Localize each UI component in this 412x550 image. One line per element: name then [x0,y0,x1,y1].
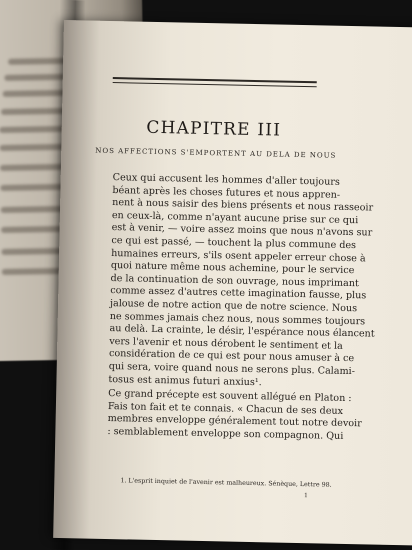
chapter-subtitle: NOS AFFECTIONS S'EMPORTENT AU DELA DE NOUS [95,146,337,160]
body-line: comme assez d'autres cette imagination fausse, plus [110,285,367,302]
right-book-page [53,20,412,545]
body-line: nent à nous saisir des biens présents et nous rasseoir [112,197,374,214]
body-line: jalouse de notre action que de notre science. Nous [109,297,358,315]
chapter-body-text [107,172,375,443]
body-line: membres enveloppe généralement tout notre devoir [107,413,362,430]
body-line: considération de ce qui est pour nous amuser à ce [108,348,355,365]
body-line: Ce grand précepte est souvent allégué en Platon : [108,388,352,405]
body-line: ne sommes jamais chez nous, nous sommes toujours [109,310,366,327]
body-line: ce qui est passé, — touchent la plus commune des [111,235,357,252]
chapter-title: CHAPITRE III [146,117,282,141]
footnote: 1. L'esprit inquiet de l'avenir est malheureux. Sénèque, Lettre 98. [120,477,332,489]
body-line: quoi nature même nous achemine, pour le service [110,260,355,277]
page-number: 1 [304,492,308,500]
body-line: est à venir, — voire assez moins que nous n'avons sur [111,222,373,239]
body-line: vers l'avenir et nous dérobent le sentiment et la [109,335,343,352]
body-line: Ceux qui accusent les hommes d'aller toujours [112,172,340,188]
body-line: tosus est animus futuri anxius¹. [108,373,262,388]
header-rule-thin [113,82,317,87]
body-line: au delà. La crainte, le désir, l'espérance nous élancent [109,323,375,340]
body-line: Fais ton fait et te connais. « Chacun de ses deux [107,400,344,417]
body-line: béant après les choses futures et nous appren- [112,184,341,201]
body-line: humaines erreurs, s'ils osent appeler erreur chose à [111,247,366,264]
body-line: qui sera, voire quand nous ne serons plus. Calami- [108,360,356,378]
body-line: de la continuation de son ouvrage, nous imprimant [110,272,359,289]
body-line: en ceux-là, comme n'ayant aucune prise sur ce qui [111,209,359,226]
body-line: : semblablement enveloppe son compagnon. Qui [107,425,344,442]
